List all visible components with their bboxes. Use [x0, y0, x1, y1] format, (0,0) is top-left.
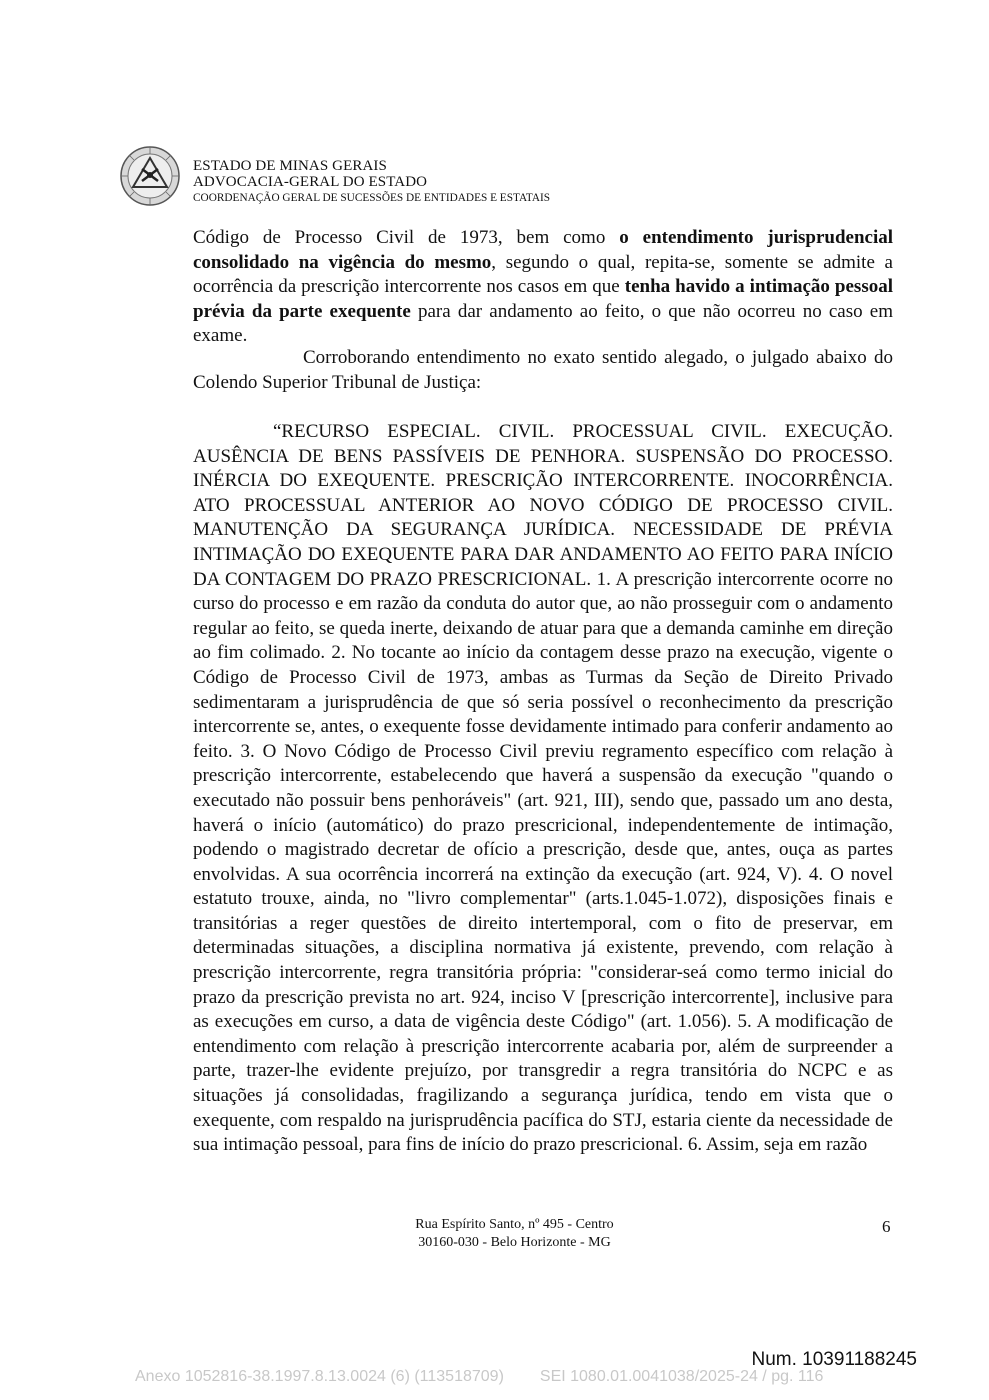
paragraph-1 [193, 226, 893, 349]
paragraph-1-bold: tenha havido a intimação pessoal prévia da parte exequente [193, 276, 894, 322]
document-header [193, 158, 550, 206]
paragraph-1-part: Código de Processo Civil de 1973, bem como [193, 227, 620, 248]
footer-address-line1: Rua Espírito Santo, nº 495 - Centro [415, 1217, 614, 1232]
quote-text: “RECURSO ESPECIAL. CIVIL. PROCESSUAL CIVIL. EXECUÇÃO. AUSÊNCIA DE BENS PASSÍVEIS DE PENHORA. SUSPENSÃO DO PROCESSO. INÉRCIA DO EXEQUENTE. PRESCRIÇÃO INTERCORRENTE. INOCORRÊNCIA. ATO PROCESSUAL ANTERIOR AO NOVO CÓDIGO DE PROCESSO CIVIL. MANUTENÇÃO DA SEGURANÇA JURÍDICA. NECESSIDADE DE PRÉVIA INTIMAÇÃO DO EXEQUENTE PARA DAR ANDAMENTO AO FEITO PARA INÍCIO DA CONTAGEM DO PRAZO PRESCRICIONAL. 1. A prescrição intercorrente ocorre no curso do processo e em razão da conduta do autor que, ao não prosseguir com o andamento regular ao feito, se queda inerte, deixando de atuar para que a demanda caminhe em direção ao fim colimado. 2. No tocante ao início da contagem desse prazo na execução, vigente o Código de Processo Civil de 1973, ambas as Turmas da Seção de Direito Privado sedimentaram a jurisprudência de que só seria possível o reconhecimento da prescrição intercorrente se, antes, o exequente fosse devidamente intimado para conferir andamento ao feito. 3. O Novo Código de Processo Civil previu regramento específico com relação à prescrição intercorrente, estabelecendo que haverá a suspensão da execução "quando o executado não possuir bens penhoráveis" (art. 921, III), sendo que, passado um ano desta, haverá o início (automático) do prazo prescricional, independentemente de intimação, podendo o magistrado decretar de ofício a prescrição, desde que, antes, ouça as partes envolvidas. A sua ocorrência incorrerá na extinção da execução (art. 924, V). 4. O novel estatuto trouxe, ainda, no "livro complementar" (arts.1.045-1.072), disposições finais e transitórias a reger questões de direito intertemporal, com o fito de preservar, em determinadas situações, a disciplina normativa já existente, prevendo, com relação à prescrição intercorrente, regra transitória própria: "considerar-seá como termo inicial do prazo da prescrição prevista no art. 924, inciso V [prescrição intercorrente], inclusive para as execuções em curso, a data de vigência deste Código" (art. 1.056). 5. A modificação de entendimento com relação à prescrição intercorrente acabaria por, além de surpreender a parte, trazer-lhe evidente prejuízo, por transgredir a regra transitória do NCPC e as situações já consolidadas, fragilizando a segurança jurídica, tendo em vista que o exequente, com respaldo na jurisprudência pacífica do STJ, estaria ciente da necessidade de sua intimação pessoal, para fins de início do prazo prescricional. 6. Assim, seja em razão [193, 421, 893, 1156]
header-department: COORDENAÇÃO GERAL DE SUCESSÕES DE ENTIDADES E ESTATAIS [193, 192, 551, 204]
annex-stamp [135, 1368, 823, 1386]
header-agency: ADVOCACIA-GERAL DO ESTADO [193, 174, 428, 190]
document-number-stamp: Num. 10391188245 [751, 1349, 917, 1370]
coat-of-arms-icon [119, 145, 181, 207]
paragraph-2-text: Corroborando entendimento no exato sentido alegado, o julgado abaixo do Colendo Superior Tribunal de Justiça: [193, 347, 893, 393]
paragraph-1-part: , segundo o qual, repita-se, somente se admite a ocorrência da prescrição intercorrente nos casos em que [193, 251, 893, 298]
paragraph-1-bold: o entendimento jurisprudencial consolidado na vigência do mesmo [193, 227, 893, 273]
paragraph-1-part: para dar andamento ao feito, o que não ocorreu no caso em exame. [193, 300, 893, 347]
sei-reference: SEI 1080.01.0041038/2025-24 / pg. 116 [539, 1368, 824, 1385]
annex-reference: Anexo 1052816-38.1997.8.13.0024 (6) (113518709) [135, 1368, 504, 1385]
page-number: 6 [882, 1217, 891, 1236]
paragraph-2 [193, 346, 893, 395]
header-state: ESTADO DE MINAS GERAIS [193, 158, 387, 174]
footer-address-line2: 30160-030 - Belo Horizonte - MG [418, 1235, 611, 1250]
footer-address [0, 1216, 989, 1252]
case-law-quote [193, 420, 893, 1158]
